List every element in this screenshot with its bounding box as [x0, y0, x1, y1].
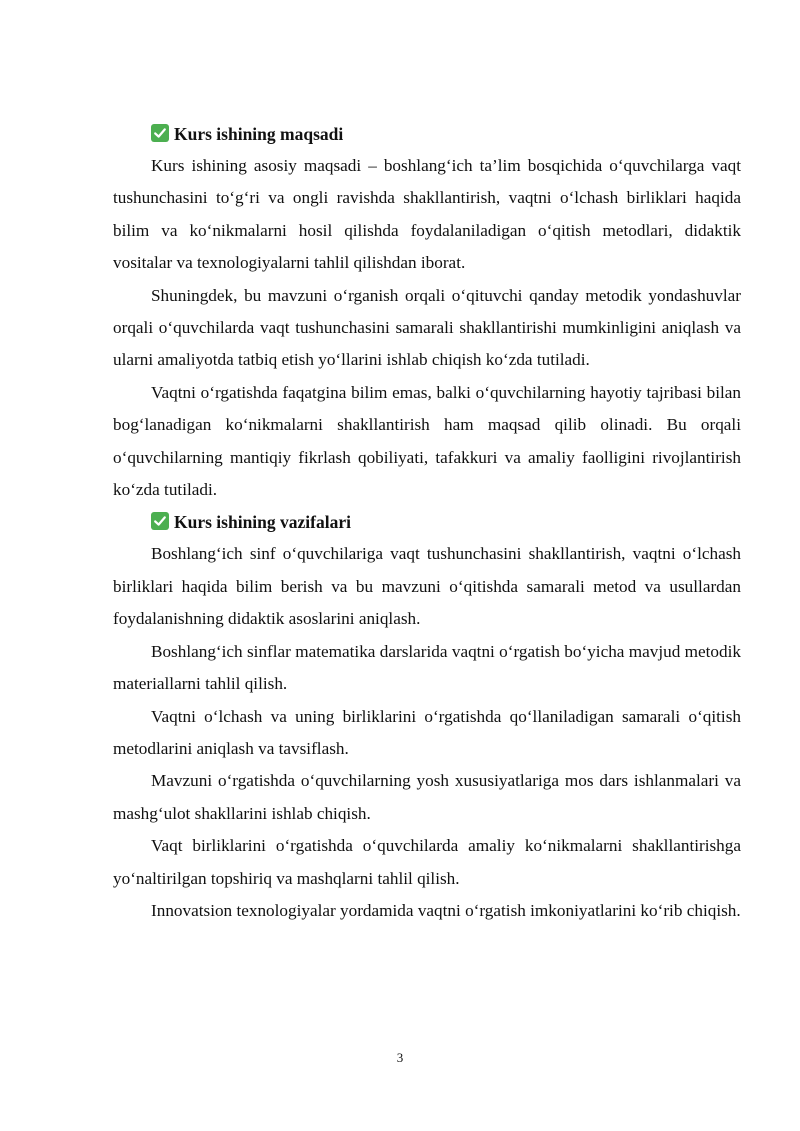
paragraph: Vaqtni o‘lchash va uning birliklarini o‘rgatishda qo‘llaniladigan samarali o‘qitish metodlarini aniqlash va tavsiflash.	[113, 706, 741, 758]
paragraph: Boshlang‘ich sinflar matematika darslarida vaqtni o‘rgatish bo‘yicha mavjud metodik materiallarni tahlil qilish.	[113, 641, 741, 694]
paragraph: Mavzuni o‘rgatishda o‘quvchilarning yosh xususiyatlariga mos dars ishlanmalari va mashg‘ulot shakllarini ishlab chiqish.	[113, 771, 741, 823]
paragraph: Shuningdek, bu mavzuni o‘rganish orqali o‘qituvchi qanday metodik yondashuvlar orqali o‘quvchilarda vaqt tushunchasini samarali shakllantirishi mumkinligini aniqlash va ularni amaliyotda tatbiq etish yo‘llarini ishlab chiqish ko‘zda tutiladi.	[113, 285, 741, 370]
paragraph: Vaqtni o‘rgatishda faqatgina bilim emas, balki o‘quvchilarning hayotiy tajribasi bilan bog‘lanadigan ko‘nikmalarni shakllantirish ham maqsad qilib olinadi. Bu orqali o‘quvchilarning mantiqiy fikrlash qobiliyati, tafakkuri va amaliy faolligini rivojlantirish ko‘zda tutiladi.	[113, 382, 741, 500]
section-heading-text: Kurs ishining vazifalari	[174, 512, 351, 533]
page-number: 3	[396, 1050, 404, 1065]
section-heading-goal	[151, 118, 741, 150]
paragraph: Boshlang‘ich sinf o‘quvchilariga vaqt tushunchasini shakllantirish, vaqtni o‘lchash birliklari haqida bilim berish va bu mavzuni o‘qitishda samarali metod va usullardan foydalanishning didaktik asoslarini aniqlash.	[113, 544, 741, 629]
page-content	[113, 118, 741, 927]
check-mark-button-icon	[151, 512, 169, 530]
paragraph: Innovatsion texnologiyalar yordamida vaqtni o‘rgatish imkoniyatlarini ko‘rib chiqish.	[151, 900, 741, 920]
check-mark-button-icon	[151, 124, 169, 142]
section-heading-text: Kurs ishining maqsadi	[174, 124, 344, 144]
paragraph: Vaqt birliklarini o‘rgatishda o‘quvchilarda amaliy ko‘nikmalarni shakllantirishga yo‘naltirilgan topshiriq va mashqlarni tahlil qilish.	[113, 836, 741, 888]
paragraph: Kurs ishining asosiy maqsadi – boshlang‘ich ta’lim bosqichida o‘quvchilarga vaqt tushunchasini to‘g‘ri va ongli ravishda shakllantirish, vaqtni o‘lchash birliklari haqida bilim va ko‘nikmalarni hosil qilishda foydalaniladigan o‘qitish metodlari, didaktik vositalar va texnologiyalarni tahlil qilishdan iborat.	[113, 156, 741, 273]
section-heading-tasks	[151, 506, 741, 538]
